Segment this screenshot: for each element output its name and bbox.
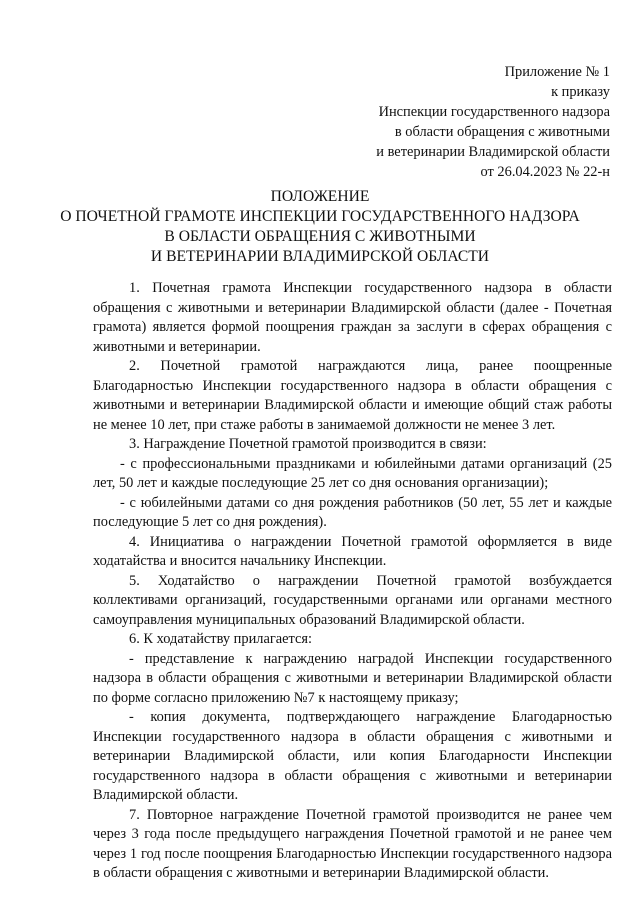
paragraph-3-item-b: - с юбилейными датами со дня рождения работников (50 лет, 55 лет и каждые последующие 5 лет со дня рождения). bbox=[93, 494, 612, 530]
paragraph-6-item-b: - копия документа, подтверждающего награждение Благодарностью Инспекции государственного надзора в области обращения с животными и ветеринарии Владимирской области, или копия Благодарности Инспекции государственного надзора в области обращения с животными и ветеринарии Владимирской области. bbox=[93, 709, 612, 803]
title-line-1: ПОЛОЖЕНИЕ bbox=[270, 188, 370, 205]
paragraph-2: 2. Почетной грамотой награждаются лица, ранее поощренные Благодарностью Инспекции государственного надзора в области обращения с животными и ветеринарии Владимирской области и имеющие общий стаж работы не менее 10 лет, при стаже работы в занимаемой должности не менее 3 лет. bbox=[93, 358, 612, 433]
paragraph-6-item-a: - представление к награждению наградой Инспекции государственного надзора в области обращения с животными и ветеринарии Владимирской области по форме согласно приложению №7 к настоящему приказу; bbox=[93, 650, 612, 706]
title-line-4: И ВЕТЕРИНАРИИ ВЛАДИМИРСКОЙ ОБЛАСТИ bbox=[150, 248, 490, 265]
appendix-header bbox=[376, 62, 610, 182]
appendix-order-date: от 26.04.2023 № 22-н bbox=[480, 164, 610, 180]
appendix-issuer-line-2: в области обращения с животными bbox=[394, 124, 610, 140]
appendix-order-label: к приказу bbox=[551, 84, 610, 100]
paragraph-3: 3. Награждение Почетной грамотой производится в связи: bbox=[129, 436, 487, 452]
paragraph-4: 4. Инициатива о награждении Почетной грамотой оформляется в виде ходатайства и вносится начальнику Инспекции. bbox=[93, 533, 612, 569]
appendix-number: Приложение № 1 bbox=[504, 64, 610, 80]
paragraph-6: 6. К ходатайству прилагается: bbox=[129, 631, 312, 647]
appendix-issuer-line-1: Инспекции государственного надзора bbox=[378, 104, 610, 120]
paragraph-7: 7. Повторное награждение Почетной грамотой производится не ранее чем через 3 года после предыдущего награждения Почетной грамотой и не ранее чем через 1 год после поощрения Благодарностью Инспекции государственного надзора в области обращения с животными и ветеринарии Владимирской области. bbox=[93, 806, 612, 881]
title-line-3: В ОБЛАСТИ ОБРАЩЕНИЯ С ЖИВОТНЫМИ bbox=[164, 228, 476, 245]
paragraph-3-item-a: - с профессиональными праздниками и юбилейными датами организаций (25 лет, 50 лет и каждые последующие 25 лет со дня основания организации); bbox=[93, 455, 612, 491]
document-title bbox=[60, 187, 580, 267]
title-line-2: О ПОЧЕТНОЙ ГРАМОТЕ ИНСПЕКЦИИ ГОСУДАРСТВЕННОГО НАДЗОРА bbox=[60, 208, 580, 225]
document-body bbox=[93, 279, 612, 884]
paragraph-1: 1. Почетная грамота Инспекции государственного надзора в области обращения с животными и ветеринарии Владимирской области (далее - Почетная грамота) является формой поощрения граждан за заслуги в сферах обращения с животными и ветеринарии. bbox=[93, 280, 612, 355]
appendix-issuer-line-3: и ветеринарии Владимирской области bbox=[376, 144, 610, 160]
paragraph-5: 5. Ходатайство о награждении Почетной грамотой возбуждается коллективами организаций, государственными органами или органами местного самоуправления муниципальных образований Владимирской области. bbox=[93, 572, 612, 628]
